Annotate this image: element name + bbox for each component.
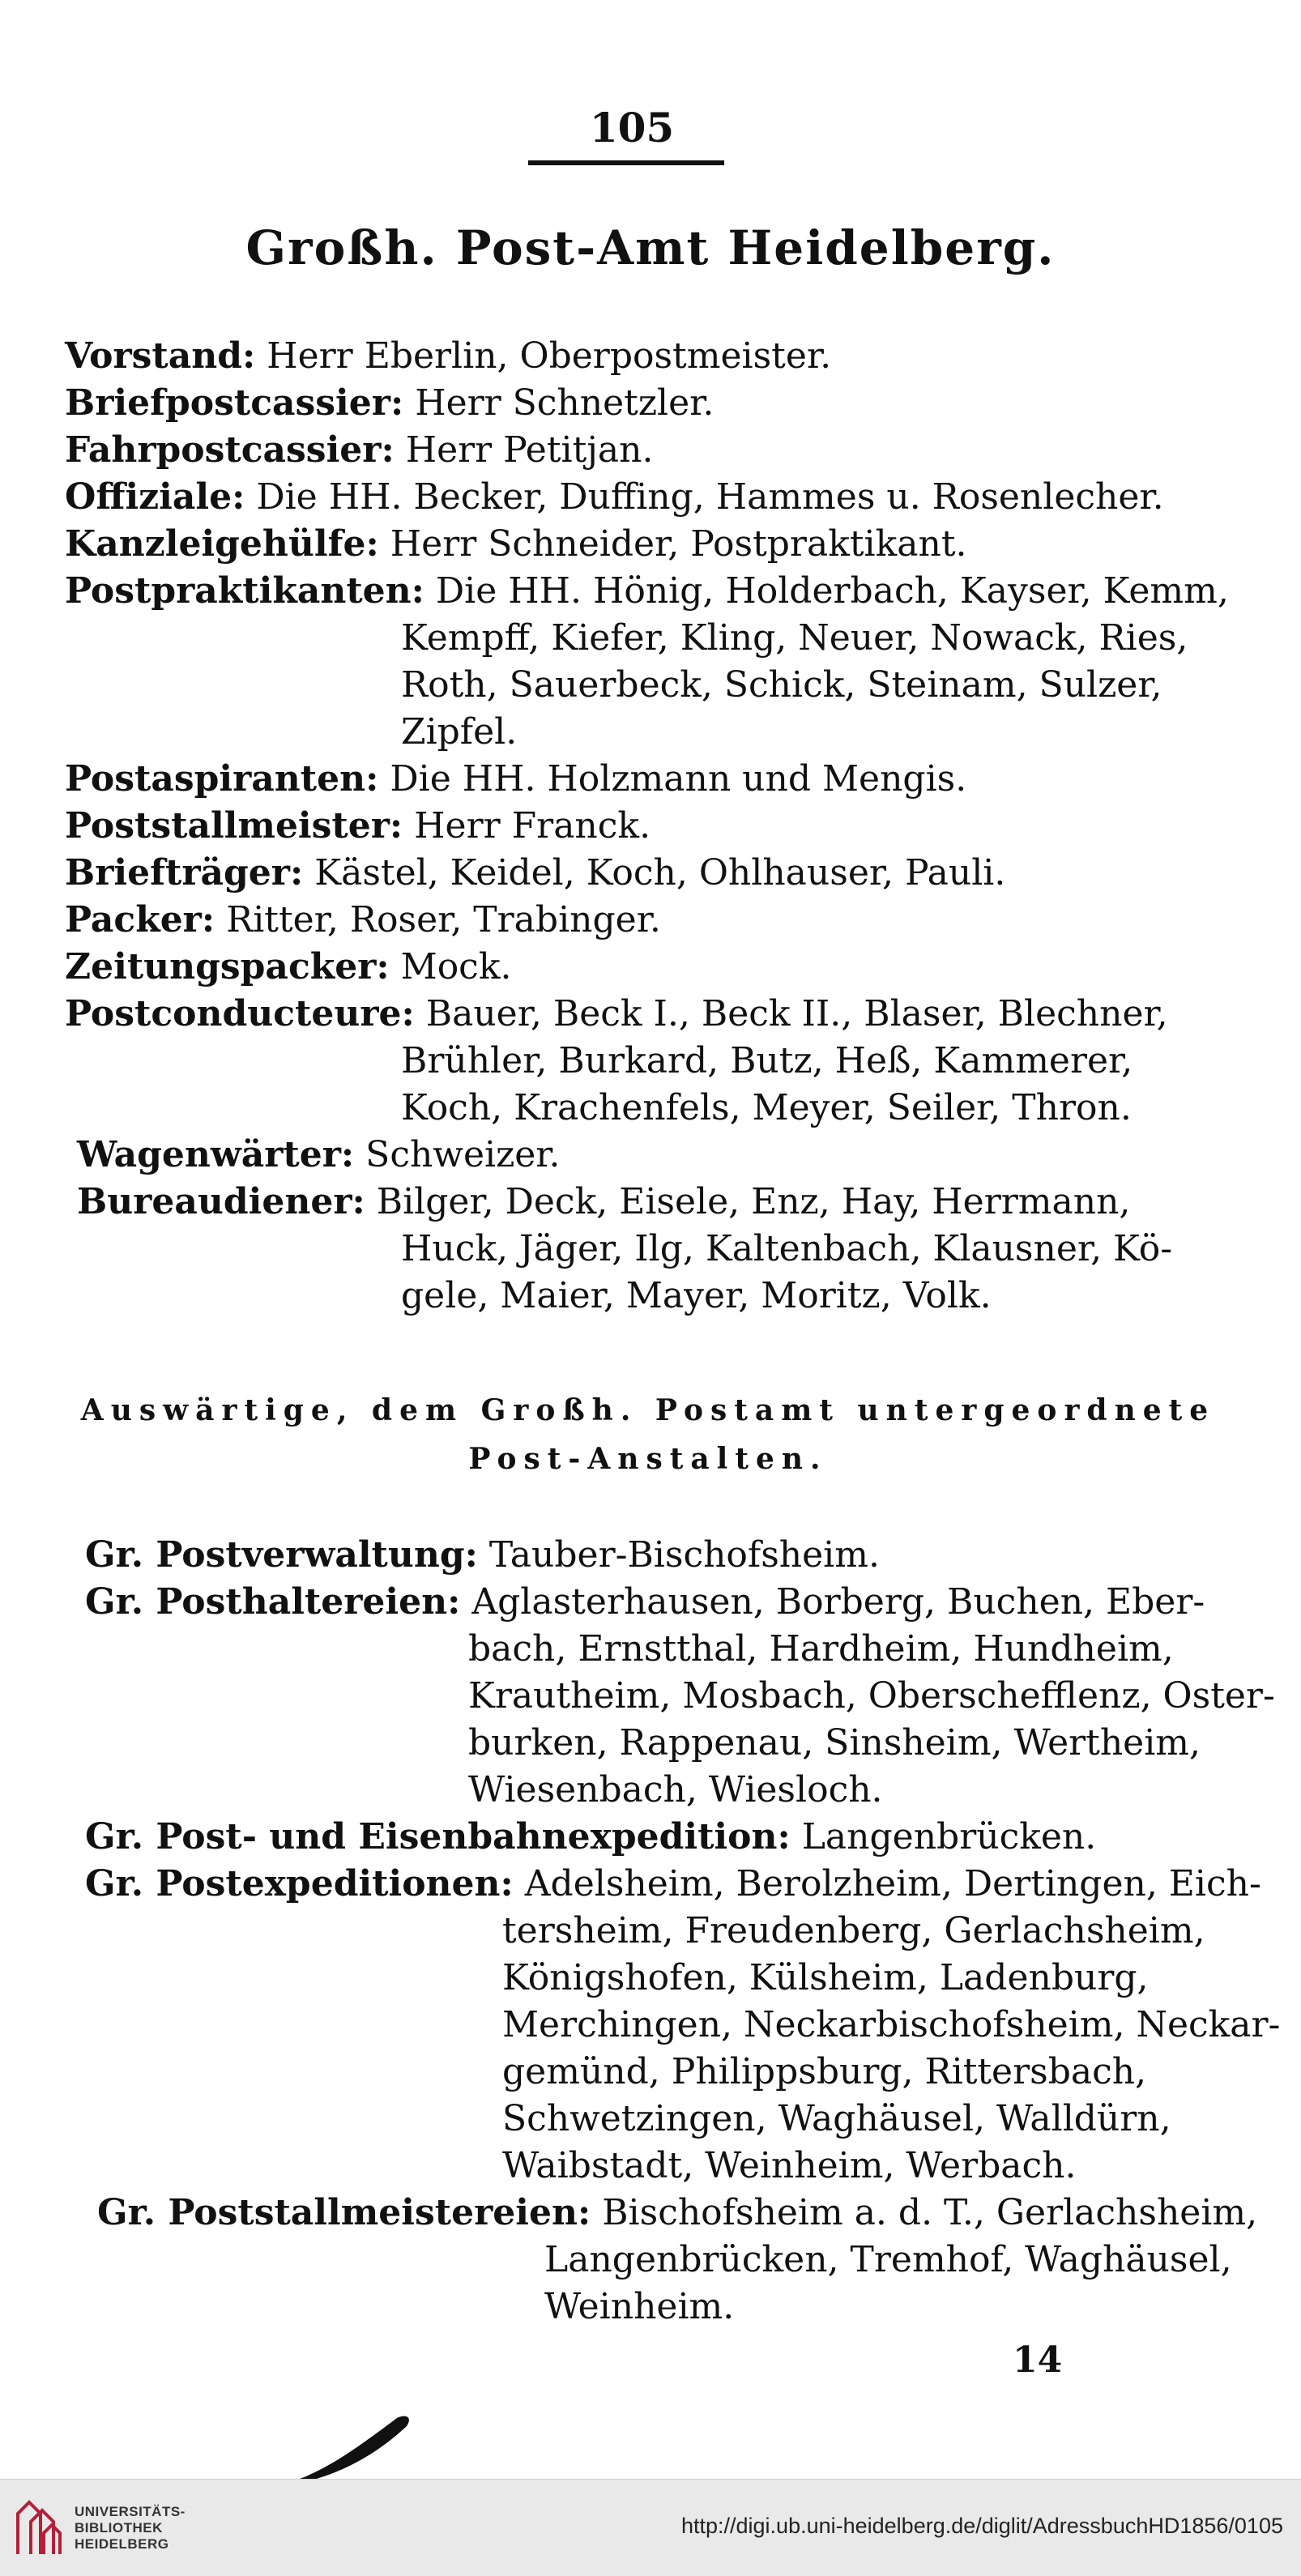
- staff-label: Kanzleigehülfe:: [65, 523, 379, 565]
- staff-label: Offiziale:: [65, 476, 245, 518]
- office-label: Gr. Postexpeditionen:: [85, 1863, 514, 1904]
- office-continuation: Schwetzingen, Waghäusel, Walldürn,: [502, 2098, 1171, 2139]
- office-entry-postverwaltung: [85, 1529, 880, 1581]
- staff-continuation: Huck, Jäger, Ilg, Kaltenbach, Klausner, Kö-: [401, 1228, 1173, 1269]
- office-continuation: Merchingen, Neckarbischofsheim, Neckar-: [502, 2004, 1281, 2045]
- staff-entry-wagenwaerter: [77, 1129, 560, 1181]
- office-entry-eisenbahnexpedition: [85, 1811, 1096, 1863]
- staff-label: Zeitungspacker:: [65, 946, 390, 987]
- staff-value: Die HH. Holzmann und Mengis.: [390, 758, 967, 800]
- office-continuation: tersheim, Freudenberg, Gerlachsheim,: [502, 1910, 1205, 1951]
- ink-stroke-mark: [292, 2410, 437, 2483]
- staff-entry-offiziale: [65, 471, 1164, 523]
- staff-label: Briefpostcassier:: [65, 382, 404, 424]
- staff-entry-bureaudiener: [77, 1176, 1130, 1228]
- staff-value: Herr Schneider, Postpraktikant.: [390, 523, 967, 565]
- staff-entry-postconducteure: [65, 988, 1168, 1040]
- staff-entry-brieftraeger: [65, 847, 1005, 899]
- staff-value: Schweizer.: [365, 1134, 561, 1175]
- staff-entry-fahrpostcassier: [65, 424, 653, 476]
- page-title: Großh. Post-Amt Heidelberg.: [245, 220, 1056, 275]
- office-continuation: Wiesenbach, Wiesloch.: [468, 1769, 883, 1810]
- source-url-link[interactable]: http://digi.ub.uni-heidelberg.de/diglit/AdressbuchHD1856/0105: [680, 2514, 1283, 2538]
- staff-value: Bilger, Deck, Eisele, Enz, Hay, Herrmann,: [376, 1181, 1131, 1222]
- staff-label: Packer:: [65, 899, 215, 940]
- office-continuation: Königshofen, Külsheim, Ladenburg,: [502, 1957, 1149, 1998]
- office-entry-poststallmeistereien: [97, 2187, 1257, 2239]
- staff-value: Die HH. Becker, Duffing, Hammes u. Rosenlecher.: [256, 476, 1164, 518]
- staff-value: Kästel, Keidel, Koch, Ohlhauser, Pauli.: [314, 852, 1006, 893]
- office-continuation: Krautheim, Mosbach, Oberschefflenz, Oster-: [468, 1675, 1275, 1717]
- staff-label: Postconducteure:: [65, 993, 415, 1034]
- staff-label: Postaspiranten:: [65, 758, 379, 800]
- staff-label: Vorstand:: [65, 335, 256, 377]
- staff-value: Herr Petitjan.: [405, 429, 654, 471]
- staff-label: Poststallmeister:: [65, 805, 403, 847]
- office-value: Tauber-Bischofsheim.: [488, 1534, 880, 1576]
- office-entry-posthaltereien: [85, 1576, 1205, 1628]
- page-number: 105: [589, 104, 675, 151]
- staff-continuation: Zipfel.: [401, 711, 518, 753]
- staff-value: Die HH. Hönig, Holderbach, Kayser, Kemm,: [435, 570, 1229, 612]
- staff-entry-postpraktikanten: [65, 565, 1229, 617]
- page-number-rule: [528, 160, 724, 165]
- library-footer-bar: [0, 2479, 1301, 2576]
- office-label: Gr. Postverwaltung:: [85, 1534, 478, 1576]
- staff-entry-vorstand: [65, 331, 831, 382]
- office-continuation: Weinheim.: [544, 2286, 735, 2327]
- staff-entry-packer: [65, 894, 661, 946]
- office-entry-postexpeditionen: [85, 1858, 1261, 1910]
- office-continuation: burken, Rappenau, Sinsheim, Wertheim,: [468, 1722, 1201, 1764]
- office-value: Adelsheim, Berolzheim, Dertingen, Eich-: [524, 1863, 1261, 1904]
- office-label: Gr. Post- und Eisenbahnexpedition:: [85, 1816, 791, 1857]
- library-name: [75, 2504, 186, 2553]
- staff-entry-briefpostcassier: [65, 377, 714, 429]
- staff-value: Bauer, Beck I., Beck II., Blaser, Blechner,: [425, 993, 1168, 1034]
- office-continuation: Langenbrücken, Tremhof, Waghäusel,: [544, 2239, 1232, 2280]
- staff-label: Postpraktikanten:: [65, 570, 424, 612]
- staff-continuation: Brühler, Burkard, Butz, Heß, Kammerer,: [401, 1040, 1133, 1081]
- office-label: Gr. Posthaltereien:: [85, 1581, 461, 1623]
- library-name-line: UNIVERSITÄTS-: [75, 2504, 186, 2519]
- staff-label: Briefträger:: [65, 852, 304, 893]
- staff-continuation: Koch, Krachenfels, Meyer, Seiler, Thron.: [401, 1087, 1132, 1128]
- office-value: Aglasterhausen, Borberg, Buchen, Eber-: [471, 1581, 1205, 1623]
- staff-label: Bureaudiener:: [77, 1181, 365, 1222]
- staff-value: Herr Eberlin, Oberpostmeister.: [267, 335, 832, 377]
- staff-label: Wagenwärter:: [77, 1134, 355, 1175]
- university-library-logo-icon: [15, 2497, 63, 2558]
- section-heading-line1: Auswärtige, dem Großh. Postamt untergeordnete: [80, 1393, 1216, 1427]
- office-value: Bischofsheim a. d. T., Gerlachsheim,: [602, 2192, 1258, 2233]
- staff-value: Ritter, Roser, Trabinger.: [226, 899, 661, 940]
- office-label: Gr. Poststallmeistereien:: [97, 2192, 591, 2233]
- office-continuation: gemünd, Philippsburg, Rittersbach,: [502, 2051, 1147, 2092]
- office-continuation: bach, Ernstthal, Hardheim, Hundheim,: [468, 1628, 1174, 1670]
- library-name-line: HEIDELBERG: [75, 2536, 169, 2552]
- signature-number: 14: [1013, 2339, 1063, 2381]
- staff-continuation: Roth, Sauerbeck, Schick, Steinam, Sulzer,: [401, 664, 1162, 706]
- staff-entry-kanzleigehuelfe: [65, 518, 967, 570]
- staff-value: Herr Schnetzler.: [415, 382, 714, 424]
- staff-entry-postaspiranten: [65, 753, 966, 805]
- staff-value: Herr Franck.: [414, 805, 651, 847]
- staff-value: Mock.: [400, 946, 512, 987]
- staff-entry-zeitungspacker: [65, 941, 511, 993]
- office-continuation: Waibstadt, Weinheim, Werbach.: [502, 2145, 1077, 2186]
- staff-continuation: gele, Maier, Mayer, Moritz, Volk.: [401, 1275, 992, 1316]
- staff-label: Fahrpostcassier:: [65, 429, 395, 471]
- staff-continuation: Kempff, Kiefer, Kling, Neuer, Nowack, Ries,: [401, 617, 1188, 659]
- staff-entry-poststallmeister: [65, 800, 650, 852]
- section-heading-line2: Post-Anstalten.: [468, 1442, 828, 1476]
- office-value: Langenbrücken.: [801, 1816, 1097, 1857]
- library-name-line: BIBLIOTHEK: [75, 2520, 163, 2535]
